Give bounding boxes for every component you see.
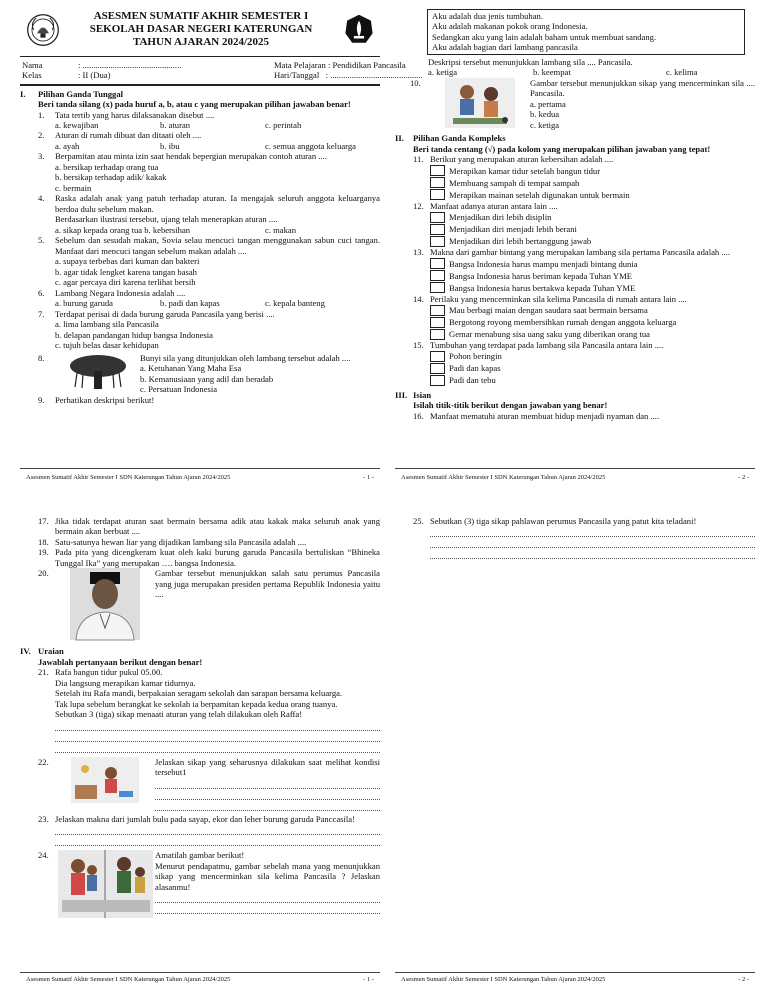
section-2-instruction: Beri tanda centang (√) pada kolom yang merupakan pilihan jawaban yang tepat!: [413, 143, 711, 154]
option[interactable]: c. tujuh belas dasar kehidupan: [55, 340, 159, 351]
option[interactable]: c. kelima: [666, 67, 698, 78]
checkbox-option[interactable]: Pohon beringin: [395, 351, 755, 363]
answer-line[interactable]: [155, 780, 380, 789]
checkbox[interactable]: [430, 375, 445, 386]
page-footer: Asesmen Sumatif Akhir Semester I SDN Katerungan Tahun Ajaran 2024/2025 - 1 -: [26, 474, 374, 481]
option[interactable]: a. bersikap terhadap orang tua: [55, 161, 159, 172]
question-8: 8. Bunyi sila yang ditunjukkan oleh lambang tersebut adalah .... a. Ketuhanan Yang Maha Esa b. Kemanusiaan yang adil dan beradab c. Persatuan Indonesia: [38, 352, 351, 395]
mapel-label: Mata Pelajaran: [274, 59, 326, 70]
question-16: 16. Manfaat mematuhi aturan membuat hidup menjadi nyaman dan ....: [413, 410, 660, 421]
question-25: 25. Sebutkan (3) tiga sikap pahlawan perumus Pancasila yang patut kita teladani!: [413, 516, 697, 526]
question-20: 20. Gambar tersebut menunjukkan salah satu perumus Pancasila yang juga merupakan presiden pertama Republik Indonesia yaitu ....: [20, 568, 380, 640]
section-4-instruction: Jawablah pertanyaan berikut dengan benar!: [38, 656, 203, 667]
option[interactable]: a. pertama: [530, 98, 566, 109]
question-4: 4. Raska adalah anak yang patuh terhadap aturan. Ia mengajak seluruh anggota keluarganya berdoa dulu sebelum makan. Berdasarkan ilustrasi tersebut, ujang telah menerapkan aturan ....: [38, 193, 380, 225]
question-1: 1. Tata tertib yang harus dilaksanakan disebut ....: [38, 109, 215, 120]
mapel-value: : Pendidikan Pancasila: [327, 59, 406, 70]
option[interactable]: a. burung garuda: [55, 298, 113, 309]
title-line-1: ASESMEN SUMATIF AKHIR SEMESTER I: [93, 10, 309, 22]
option[interactable]: c. makan: [265, 224, 297, 235]
question-6-options: [20, 298, 380, 308]
section-1-title: I. Pilihan Ganda Tunggal: [20, 88, 124, 99]
title-line-2: SEKOLAH DASAR NEGERI KATERUNGAN: [89, 23, 313, 36]
option[interactable]: b. agar tidak lengket karena tangan basah: [55, 266, 197, 277]
page-number: - 2 -: [738, 474, 749, 481]
option[interactable]: c. perintah: [265, 119, 302, 130]
checkbox-option[interactable]: Padi dan tebu: [395, 375, 755, 387]
page-number: - 2 -: [738, 976, 749, 983]
option[interactable]: a. supaya terbebas dari kuman dan bakteri: [55, 256, 200, 267]
question-24: 24. Amatilah gambar berikut! Menurut pendapatmu, gambar sebelah mana yang menunjukkan sikap yang mencerminkan sila kelima Pancasila ? Jelaskan alasanmu!: [20, 850, 380, 918]
option[interactable]: b. kedua: [530, 109, 560, 120]
student-identity: [20, 56, 423, 86]
option[interactable]: a. sikap kepada orang tua b. kebersihan: [55, 224, 191, 235]
tut-wuri-handayani-icon: [342, 13, 376, 47]
hari-label: Hari/Tanggal: [274, 70, 320, 81]
option[interactable]: c. bermain: [55, 182, 92, 193]
checkbox-option[interactable]: Gemar menabung sisa uang saku yang diberikan orang tua: [395, 328, 755, 340]
question-13: 13. Makna dari gambar bintang yang merupakan lambang sila pertama Pancasila adalah ....: [413, 247, 730, 258]
question-1-options: [20, 120, 380, 130]
answer-line[interactable]: [395, 528, 755, 537]
question-2: 2. Aturan di rumah dibuat dan ditaati oleh ....: [38, 130, 202, 141]
page-footer: Asesmen Sumatif Akhir Semester I SDN Katerungan Tahun Ajaran 2024/2025 - 1 -: [26, 976, 374, 983]
kelas-label: Kelas: [22, 70, 42, 81]
section-4-title: IV. Uraian: [20, 646, 64, 657]
question-9: 9. Perhatikan deskripsi berikut!: [38, 394, 155, 405]
title-line-3: TAHUN AJARAN 2024/2025: [132, 36, 270, 49]
hari-field[interactable]: : ...........................................: [325, 70, 423, 81]
soekarno-portrait-icon: [70, 568, 140, 640]
answer-line[interactable]: [20, 733, 380, 742]
messy-room-illustration-icon: [71, 757, 139, 803]
page-3: [20, 512, 380, 1002]
option[interactable]: b. delapan pandangan hidup bangsa Indonesia: [55, 329, 213, 340]
question-6: 6. Lambang Negara Indonesia adalah ....: [38, 287, 186, 298]
question-14: 14. Perilaku yang mencerminkan sila kelima Pancasila di rumah antara lain ....: [413, 293, 687, 304]
page-number: - 1 -: [363, 474, 374, 481]
answer-line[interactable]: [155, 894, 380, 903]
checkbox-option[interactable]: Mau berbagi maian dengan saudara saat bermain bersama: [395, 304, 755, 316]
answer-line[interactable]: [20, 826, 380, 835]
checkbox-option[interactable]: Merapikan kamar tidur setelah bangun tidur: [395, 165, 755, 177]
checkbox[interactable]: [430, 363, 445, 374]
question-19: 19. Pada pita yang dicengkeram kuat oleh kaki burung garuda Pancasila bertuliskan “Bhineka Tunggal Ika” yang merupakan …. bangsa Indonesia.: [38, 547, 380, 568]
checkbox[interactable]: [430, 165, 445, 176]
page-2: [395, 8, 755, 498]
checkbox[interactable]: [430, 189, 445, 200]
children-playing-illustration-icon: [445, 78, 515, 128]
answer-line[interactable]: [155, 791, 380, 800]
checkbox[interactable]: [430, 305, 445, 316]
option[interactable]: c. agar percaya diri karena terlihat bersih: [55, 277, 196, 288]
question-7: 7. Terdapat perisai di dada burung garuda Pancasila yang berisi ....: [38, 308, 275, 319]
checkbox[interactable]: [430, 177, 445, 188]
section-3-title: III. Isian: [395, 389, 432, 400]
checkbox[interactable]: [430, 224, 445, 235]
checkbox-option[interactable]: Merapikan mainan setelah digunakan untuk bermain: [395, 189, 755, 201]
question-17: 17. Jika tidak terdapat aturan saat bermain bersama adik atau kakak maka seluruh anak yang bermain akan berbuat ....: [38, 516, 380, 537]
page-footer: Asesmen Sumatif Akhir Semester I SDN Katerungan Tahun Ajaran 2024/2025 - 2 -: [401, 976, 749, 983]
option[interactable]: c. ketiga: [530, 119, 560, 130]
kelas-value: : II (Dua): [78, 70, 111, 81]
option[interactable]: a. Ketuhanan Yang Maha Esa: [140, 363, 242, 374]
nama-label: Nama: [22, 59, 43, 70]
question-3: 3. Berpamitan atau minta izin saat hendak bepergian merupakan contoh aturan ....: [38, 151, 327, 162]
answer-line[interactable]: [395, 539, 755, 548]
question-21: 21. Rafa bangun tidur pukul 05.00. Dia langsung merapikan kamar tidurnya. Setelah itu Rafa mandi, berpakaian seragam sekolah dan sarapan bersama keluarga. Tak lupa sebelum berangkat ke sekolah ia berpamitan kepada kedua orang tuanya. Sebutkan 3 (tiga) sikap menaati aturan yang telah dilakukan oleh Raffa!: [38, 667, 343, 720]
question-9-description-box: Aku adalah dua jenis tumbuhan. Aku adalah makanan pokok orang Indonesia. Sedangkan aku yang lain adalah baham untuk membuat sandang. Aku adalah bagian dari lambang pancasila: [427, 9, 745, 55]
exam-title: [60, 10, 342, 50]
option[interactable]: a. lima lambang sila Pancasila: [55, 319, 159, 330]
option[interactable]: a. kewajiban: [55, 119, 99, 130]
answer-line[interactable]: [155, 802, 380, 811]
page-4: [395, 512, 755, 1002]
option[interactable]: b. bersikap terhadap adik/ kakak: [55, 172, 167, 183]
section-3-instruction: Isilah titik-titik berikut dengan jawaban yang benar!: [413, 400, 608, 411]
option[interactable]: b. aturan: [160, 119, 191, 130]
option[interactable]: b. keempat: [533, 67, 571, 78]
checkbox[interactable]: [430, 329, 445, 340]
option[interactable]: c. Persatuan Indonesia: [140, 384, 218, 395]
answer-line[interactable]: [395, 550, 755, 559]
question-11: 11. Berikut yang merupakan aturan kebersihan adalah ....: [413, 154, 614, 165]
checkbox[interactable]: [430, 258, 445, 269]
regency-emblem-icon: [26, 13, 60, 47]
answer-line[interactable]: [20, 722, 380, 731]
page-footer: Asesmen Sumatif Akhir Semester I SDN Katerungan Tahun Ajaran 2024/2025 - 2 -: [401, 474, 749, 481]
option[interactable]: b. ibu: [160, 140, 180, 151]
checkbox-option[interactable]: Membuang sampah di tempat sampah: [395, 177, 755, 189]
question-9-statement: Deskripsi tersebut menunjukkan lambang sila .... Pancasila.: [428, 56, 633, 67]
checkbox[interactable]: [430, 212, 445, 223]
page-number: - 1 -: [363, 976, 374, 983]
section-1-instruction: Beri tanda silang (x) pada huruf a, b, atau c yang merupakan pilihan jawaban benar!: [38, 99, 351, 110]
question-9-options: [395, 67, 755, 77]
checkbox[interactable]: [430, 351, 445, 362]
question-15: 15. Tumbuhan yang terdapat pada lambang sila Pancasila antara lain ....: [413, 340, 664, 351]
option[interactable]: a. ketiga: [428, 67, 458, 78]
answer-line[interactable]: [20, 744, 380, 753]
checkbox[interactable]: [430, 317, 445, 328]
two-panel-comic-illustration-icon: [58, 850, 153, 918]
question-18: 18. Satu-satunya hewan liar yang dijadikan lambang sila Pancasila adalah ....: [38, 536, 307, 547]
option[interactable]: a. ayah: [55, 140, 80, 151]
question-4-options: [20, 225, 380, 235]
answer-line[interactable]: [155, 905, 380, 914]
option[interactable]: c. semua anggota keluarga: [265, 140, 356, 151]
checkbox-option[interactable]: Menjadikan diri menjadi lebih berani: [395, 223, 755, 235]
checkbox-option[interactable]: Bangsa Indonesia harus bertakwa kepada Tuhan YME: [395, 282, 755, 294]
checkbox-option[interactable]: Bangsa Indonesia harus mampu menjadi bintang dunia: [395, 258, 755, 270]
question-2-options: [20, 141, 380, 151]
checkbox[interactable]: [430, 282, 445, 293]
checkbox-option[interactable]: Menjadikan diri lebih disiplin: [395, 211, 755, 223]
option[interactable]: b. Kemanusiaan yang adil dan beradab: [140, 373, 274, 384]
option[interactable]: b. padi dan kapas: [160, 298, 220, 309]
question-23: 23. Jelaskan makna dari jumlah bulu pada sayap, ekor dan leher burung garuda Panccasila!: [38, 813, 355, 824]
checkbox-option[interactable]: Padi dan kapas: [395, 363, 755, 375]
section-2-title: II. Pilihan Ganda Kompleks: [395, 133, 506, 144]
question-22: 22. Jelaskan sikap yang seharusnya dilakukan saat melihat kondisi tersebut1: [20, 757, 380, 811]
banyan-tree-icon: [63, 353, 133, 391]
question-10: 10. Gambar tersebut menunjukkan sikap yang mencerminkan sila .... Pancasila. a. pertama b. kedua c. ketiga: [410, 77, 755, 130]
checkbox-option[interactable]: Menjadikan diri lebih bertanggung jawab: [395, 235, 755, 247]
checkbox-option[interactable]: Bangsa Indonesia harus beriman kepada Tuhan YME: [395, 270, 755, 282]
answer-line[interactable]: [20, 837, 380, 846]
checkbox[interactable]: [430, 270, 445, 281]
exam-header: [20, 8, 380, 50]
question-12: 12. Manfaat adanya aturan antara lain ....: [413, 200, 558, 211]
nama-field[interactable]: : ..............................................: [78, 59, 182, 70]
checkbox-option[interactable]: Bergotong royong membersihkan rumah dengan anggota keluarga: [395, 316, 755, 328]
checkbox[interactable]: [430, 236, 445, 247]
option[interactable]: c. kepala banteng: [265, 298, 325, 309]
question-5: 5. Sebelum dan sesudah makan, Sovia selau mencuci tangan menggunakan sabun cuci tangan. Manfaat dari mencuci tangan sebelum makan adalah ....: [38, 235, 380, 256]
